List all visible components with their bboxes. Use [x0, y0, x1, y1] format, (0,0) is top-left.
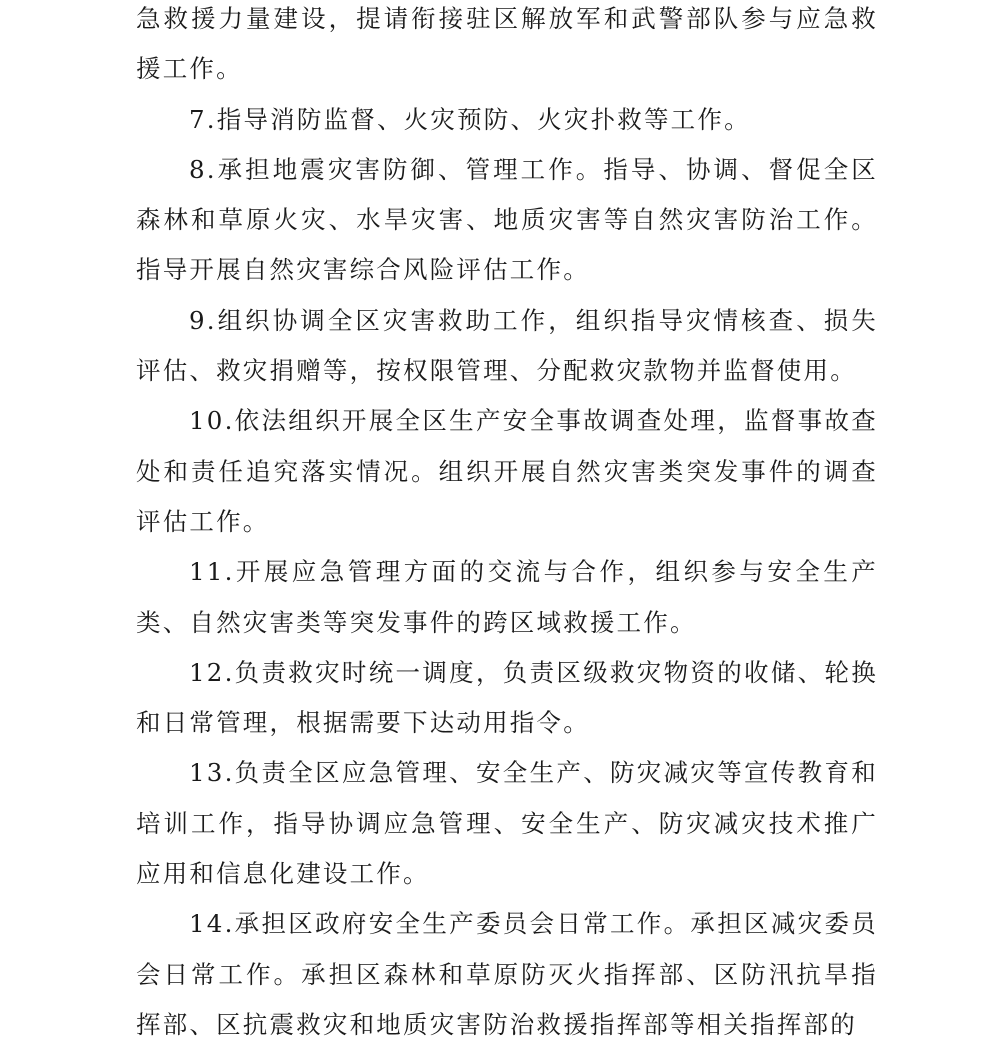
- paragraph-8: 8.承担地震灾害防御、管理工作。指导、协调、督促全区森林和草原火灾、水旱灾害、地质灾害等自然灾害防治工作。指导开展自然灾害综合风险评估工作。: [136, 154, 878, 285]
- paragraph-6-continuation: 急救援力量建设，提请衔接驻区解放军和武警部队参与应急救援工作。: [136, 4, 878, 84]
- paragraph-10: 10.依法组织开展全区生产安全事故调查处理，监督事故查处和责任追究落实情况。组织开展自然灾害类突发事件的调查评估工作。: [136, 406, 878, 536]
- paragraph-9: 9.组织协调全区灾害救助工作，组织指导灾情核查、损失评估、救灾捐赠等，按权限管理、分配救灾款物并监督使用。: [136, 305, 878, 386]
- paragraph-12: 12.负责救灾时统一调度，负责区级救灾物资的收储、轮换和日常管理，根据需要下达动用指令。: [136, 657, 878, 738]
- paragraph-14: 14.承担区政府安全生产委员会日常工作。承担区减灾委员会日常工作。承担区森林和草原防灭火指挥部、区防汛抗旱指挥部、区抗震救灾和地质灾害防治救援指挥部等相关指挥部的: [136, 909, 878, 1039]
- paragraph-11: 11.开展应急管理方面的交流与合作，组织参与安全生产类、自然灾害类等突发事件的跨区域救援工作。: [136, 557, 878, 637]
- paragraph-13: 13.负责全区应急管理、安全生产、防灾减灾等宣传教育和培训工作，指导协调应急管理、安全生产、防灾减灾技术推广应用和信息化建设工作。: [136, 758, 878, 889]
- paragraph-7: 7.指导消防监督、火灾预防、火灾扑救等工作。: [189, 104, 751, 134]
- document-body: [136, 0, 878, 1050]
